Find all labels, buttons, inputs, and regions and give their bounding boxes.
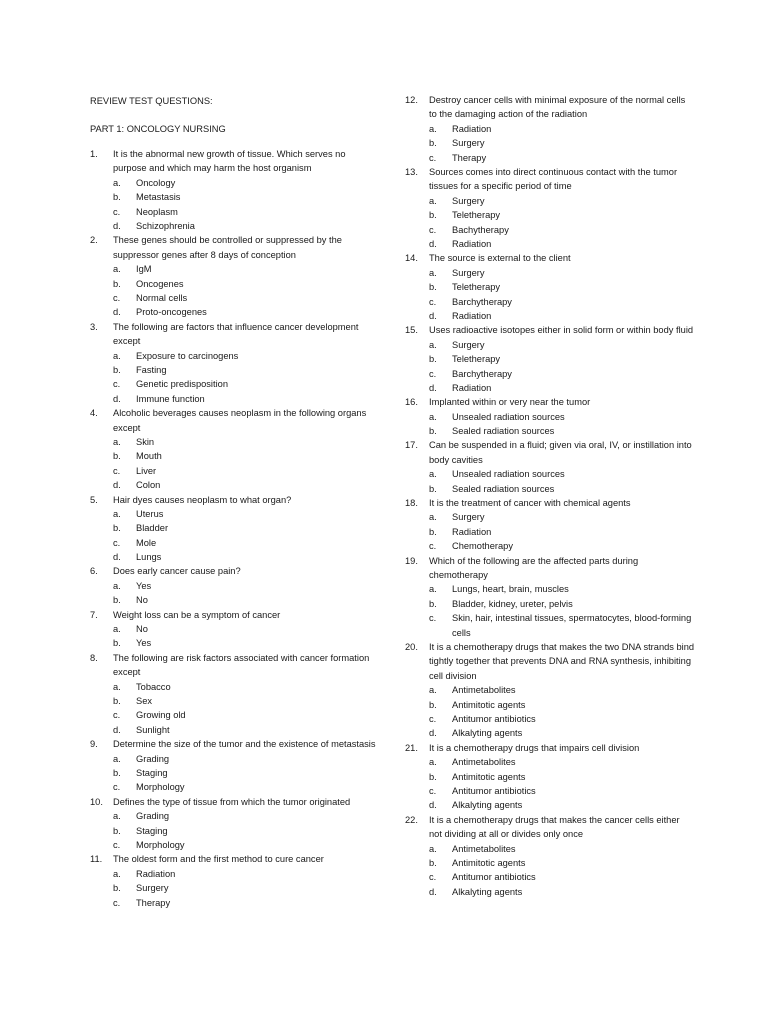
answer-option — [405, 194, 695, 208]
question-item — [90, 233, 380, 319]
question-number: 3. — [90, 321, 98, 332]
question-number: 7. — [90, 609, 98, 620]
option-text: Alkalyting agents — [452, 886, 523, 897]
option-letter: a. — [113, 753, 121, 764]
question-item — [90, 320, 380, 406]
option-letter: c. — [113, 292, 121, 303]
option-letter: b. — [429, 354, 437, 365]
option-letter: d. — [429, 382, 437, 393]
question-text: It is the treatment of cancer with chemical agents — [429, 498, 631, 509]
option-letter: c. — [429, 368, 437, 379]
question-number: 22. — [405, 814, 418, 825]
option-letter: b. — [429, 771, 437, 782]
option-letter: b. — [429, 699, 437, 710]
option-text: Antimetabolites — [452, 757, 516, 768]
option-text: Teletherapy — [452, 282, 501, 293]
option-text: Therapy — [136, 897, 171, 908]
question-text: Sources comes into direct continuous contact with the tumor tissues for a specific period of time — [429, 166, 678, 192]
option-text: Unsealed radiation sources — [452, 411, 565, 422]
option-letter: d. — [429, 310, 437, 321]
option-text: Yes — [136, 580, 152, 591]
answer-option — [405, 223, 695, 237]
question-item — [405, 251, 695, 323]
question-number: 15. — [405, 325, 418, 336]
option-letter: c. — [113, 379, 121, 390]
question-number: 5. — [90, 494, 98, 505]
option-letter: d. — [429, 728, 437, 739]
answer-option — [405, 798, 695, 812]
option-letter: c. — [429, 152, 437, 163]
option-text: Exposure to carcinogens — [136, 350, 239, 361]
option-text: Radiation — [452, 382, 492, 393]
question-number: 11. — [90, 854, 103, 865]
option-text: Sex — [136, 696, 153, 707]
option-letter: c. — [429, 714, 437, 725]
answer-option — [405, 295, 695, 309]
question-text: It is the abnormal new growth of tissue. Which serves no purpose and which may harm the host organism — [113, 149, 346, 174]
right-question-list — [405, 93, 695, 899]
question-text: Alcoholic beverages causes neoplasm in the following organs except — [113, 408, 367, 433]
option-text: Barchytherapy — [452, 368, 512, 379]
option-text: No — [136, 624, 148, 635]
option-letter: a. — [429, 267, 437, 278]
question-text: It is a chemotherapy drugs that impairs cell division — [429, 742, 640, 753]
option-text: Radiation — [452, 310, 492, 321]
option-text: Therapy — [452, 152, 487, 163]
option-text: Antitumor antibiotics — [452, 714, 536, 725]
answer-option — [90, 680, 380, 694]
question-number: 8. — [90, 652, 98, 663]
question-text: Determine the size of the tumor and the existence of metastasis — [113, 739, 376, 750]
answer-option — [405, 266, 695, 280]
option-letter: d. — [113, 307, 121, 318]
question-item — [405, 496, 695, 554]
answer-option — [405, 280, 695, 294]
option-text: Fasting — [136, 364, 167, 375]
option-text: Alkalyting agents — [452, 728, 523, 739]
option-letter: a. — [113, 508, 121, 519]
answer-option — [90, 478, 380, 492]
answer-option — [90, 190, 380, 204]
question-number: 14. — [405, 253, 418, 264]
option-text: Immune function — [136, 393, 205, 404]
option-text: Morphology — [136, 782, 185, 793]
answer-option — [405, 525, 695, 539]
option-text: Surgery — [136, 883, 169, 894]
answer-option — [90, 780, 380, 794]
answer-option — [405, 151, 695, 165]
option-letter: c. — [113, 782, 121, 793]
option-text: Mole — [136, 537, 157, 548]
question-number: 21. — [405, 742, 418, 753]
question-number: 20. — [405, 642, 418, 653]
answer-option — [405, 467, 695, 481]
answer-option — [405, 597, 695, 611]
question-item — [90, 795, 380, 853]
question-number: 9. — [90, 739, 98, 750]
option-text: Antitumor antibiotics — [452, 786, 536, 797]
answer-option — [90, 464, 380, 478]
question-number: 6. — [90, 566, 98, 577]
option-letter: d. — [113, 480, 121, 491]
option-text: Surgery — [452, 512, 485, 523]
option-text: Proto-oncogenes — [136, 307, 207, 318]
option-letter: d. — [429, 800, 437, 811]
answer-option — [90, 521, 380, 535]
answer-option — [405, 424, 695, 438]
option-text: Staging — [136, 768, 168, 779]
answer-option — [405, 381, 695, 395]
option-letter: c. — [429, 224, 437, 235]
answer-option — [405, 784, 695, 798]
question-number: 12. — [405, 95, 418, 105]
option-letter: d. — [429, 238, 437, 249]
option-text: Chemotherapy — [452, 541, 513, 552]
option-letter: c. — [113, 897, 121, 908]
option-text: No — [136, 595, 148, 606]
option-text: Antimitotic agents — [452, 699, 526, 710]
option-letter: b. — [429, 598, 437, 609]
question-number: 19. — [405, 555, 418, 566]
question-text: Uses radioactive isotopes either in solid form or within body fluid — [429, 325, 694, 336]
part-heading: PART 1: ONCOLOGY NURSING — [90, 124, 226, 134]
answer-option — [90, 824, 380, 838]
option-letter: b. — [113, 883, 121, 894]
question-text: These genes should be controlled or suppressed by the suppressor genes after 8 days of conception — [113, 235, 342, 260]
question-item — [405, 554, 695, 640]
answer-option — [90, 766, 380, 780]
answer-option — [90, 636, 380, 650]
answer-option — [90, 219, 380, 233]
answer-option — [90, 435, 380, 449]
option-letter: a. — [429, 512, 437, 523]
option-letter: a. — [113, 436, 121, 447]
option-letter: d. — [113, 552, 121, 563]
answer-option — [405, 611, 695, 640]
option-letter: c. — [113, 206, 121, 217]
question-number: 2. — [90, 235, 98, 246]
option-text: Antimitotic agents — [452, 858, 526, 869]
answer-option — [90, 377, 380, 391]
option-letter: a. — [429, 123, 437, 134]
option-text: Alkalyting agents — [452, 800, 523, 811]
option-letter: b. — [429, 138, 437, 149]
answer-option — [90, 176, 380, 190]
option-letter: a. — [113, 624, 121, 635]
option-letter: b. — [113, 278, 121, 289]
option-letter: a. — [429, 757, 437, 768]
answer-option — [405, 237, 695, 251]
question-text: Weight loss can be a symptom of cancer — [113, 609, 281, 620]
question-text: It is a chemotherapy drugs that makes the cancer cells either not dividing at all or divides only once — [429, 814, 680, 840]
question-text: Defines the type of tissue from which the tumor originated — [113, 796, 351, 807]
answer-option — [90, 694, 380, 708]
option-letter: b. — [113, 451, 121, 462]
question-text: The source is external to the client — [429, 253, 571, 264]
option-letter: a. — [113, 868, 121, 879]
option-letter: a. — [113, 264, 121, 275]
option-letter: a. — [429, 411, 437, 422]
answer-option — [90, 262, 380, 276]
question-item — [90, 852, 380, 910]
answer-option — [90, 363, 380, 377]
answer-option — [405, 683, 695, 697]
answer-option — [405, 309, 695, 323]
answer-option — [405, 122, 695, 136]
option-text: Metastasis — [136, 192, 181, 203]
option-text: Oncogenes — [136, 278, 184, 289]
answer-option — [405, 842, 695, 856]
answer-option — [90, 291, 380, 305]
option-letter: c. — [429, 613, 437, 624]
option-text: Grading — [136, 811, 170, 822]
option-letter: c. — [429, 296, 437, 307]
question-item — [90, 147, 380, 233]
option-letter: b. — [113, 696, 121, 707]
option-letter: c. — [113, 465, 121, 476]
option-text: Antimetabolites — [452, 685, 516, 696]
question-number: 13. — [405, 166, 418, 177]
option-text: Sunlight — [136, 724, 170, 735]
answer-option — [90, 349, 380, 363]
option-letter: a. — [429, 843, 437, 854]
answer-option — [90, 708, 380, 722]
option-text: Genetic predisposition — [136, 379, 228, 390]
option-text: Radiation — [136, 868, 176, 879]
answer-option — [90, 752, 380, 766]
option-text: Barchytherapy — [452, 296, 512, 307]
option-letter: a. — [429, 339, 437, 350]
answer-option — [405, 367, 695, 381]
option-text: Schizophrenia — [136, 220, 195, 231]
option-letter: c. — [429, 872, 437, 883]
answer-option — [90, 507, 380, 521]
answer-option — [90, 449, 380, 463]
answer-option — [405, 885, 695, 899]
question-number: 10. — [90, 796, 103, 807]
option-letter: d. — [113, 724, 121, 735]
question-text: Which of the following are the affected parts during chemotherapy — [429, 555, 639, 581]
option-letter: b. — [113, 364, 121, 375]
option-text: Bladder — [136, 523, 169, 534]
option-letter: c. — [113, 710, 121, 721]
answer-option — [405, 755, 695, 769]
question-item — [405, 438, 695, 496]
answer-option — [405, 338, 695, 352]
answer-option — [90, 809, 380, 823]
answer-option — [90, 593, 380, 607]
option-letter: a. — [113, 177, 121, 188]
option-text: Sealed radiation sources — [452, 426, 555, 437]
option-text: Teletherapy — [452, 354, 501, 365]
option-text: Sealed radiation sources — [452, 483, 555, 494]
option-text: Normal cells — [136, 292, 188, 303]
option-letter: a. — [429, 685, 437, 696]
option-text: Surgery — [452, 267, 485, 278]
option-letter: a. — [429, 584, 437, 595]
option-letter: a. — [429, 469, 437, 480]
option-text: Yes — [136, 638, 152, 649]
answer-option — [90, 622, 380, 636]
question-text: The following are factors that influence cancer development except — [113, 321, 359, 347]
option-text: Growing old — [136, 710, 186, 721]
option-text: Antimetabolites — [452, 843, 516, 854]
option-letter: d. — [429, 886, 437, 897]
answer-option — [405, 482, 695, 496]
option-letter: c. — [113, 537, 121, 548]
answer-option — [90, 392, 380, 406]
answer-option — [90, 896, 380, 910]
option-text: Lungs, heart, brain, muscles — [452, 584, 569, 595]
option-text: Surgery — [452, 138, 485, 149]
answer-option — [90, 579, 380, 593]
answer-option — [405, 136, 695, 150]
option-letter: c. — [429, 541, 437, 552]
option-text: Antitumor antibiotics — [452, 872, 536, 883]
answer-option — [90, 867, 380, 881]
question-number: 4. — [90, 408, 98, 419]
question-item — [405, 165, 695, 251]
question-item — [90, 564, 380, 607]
option-letter: a. — [113, 350, 121, 361]
option-text: Bachytherapy — [452, 224, 509, 235]
option-text: Surgery — [452, 339, 485, 350]
answer-option — [405, 410, 695, 424]
option-letter: b. — [429, 282, 437, 293]
option-letter: b. — [429, 483, 437, 494]
option-letter: a. — [429, 195, 437, 206]
option-text: Teletherapy — [452, 210, 501, 221]
answer-option — [90, 536, 380, 550]
question-item — [405, 741, 695, 813]
option-text: Lungs — [136, 552, 162, 563]
answer-option — [405, 712, 695, 726]
option-text: Skin — [136, 436, 155, 447]
question-item — [90, 493, 380, 565]
answer-option — [405, 539, 695, 553]
answer-option — [405, 582, 695, 596]
option-text: Liver — [136, 465, 157, 476]
question-text: Hair dyes causes neoplasm to what organ? — [113, 494, 292, 505]
option-text: Neoplasm — [136, 206, 178, 217]
option-letter: b. — [113, 523, 121, 534]
question-item — [90, 737, 380, 795]
option-text: Radiation — [452, 123, 492, 134]
option-text: Surgery — [452, 195, 485, 206]
document-title: REVIEW TEST QUESTIONS: — [90, 96, 213, 106]
option-letter: a. — [113, 580, 121, 591]
question-item — [90, 651, 380, 737]
question-number: 18. — [405, 498, 418, 509]
option-letter: a. — [113, 681, 121, 692]
answer-option — [405, 726, 695, 740]
answer-option — [405, 770, 695, 784]
answer-option — [405, 856, 695, 870]
option-letter: b. — [429, 858, 437, 869]
question-item — [90, 608, 380, 651]
option-letter: d. — [113, 220, 121, 231]
option-text: Oncology — [136, 177, 176, 188]
answer-option — [405, 352, 695, 366]
left-question-list — [90, 147, 380, 910]
option-text: Bladder, kidney, ureter, pelvis — [452, 598, 573, 609]
option-text: Staging — [136, 825, 168, 836]
option-text: Skin, hair, intestinal tissues, spermatocytes, blood-forming cells — [452, 613, 692, 638]
option-text: Morphology — [136, 839, 185, 850]
answer-option — [405, 698, 695, 712]
option-letter: b. — [113, 192, 121, 203]
answer-option — [405, 208, 695, 222]
option-text: Grading — [136, 753, 170, 764]
option-text: Tobacco — [136, 681, 171, 692]
option-letter: c. — [113, 839, 121, 850]
answer-option — [405, 510, 695, 524]
option-text: Colon — [136, 480, 161, 491]
answer-option — [405, 870, 695, 884]
option-letter: b. — [113, 825, 121, 836]
question-item — [90, 406, 380, 492]
option-text: IgM — [136, 264, 152, 275]
question-number: 16. — [405, 397, 418, 408]
question-number: 1. — [90, 149, 98, 159]
answer-option — [90, 550, 380, 564]
question-text: The following are risk factors associated with cancer formation except — [113, 652, 370, 678]
option-text: Radiation — [452, 526, 492, 537]
answer-option — [90, 205, 380, 219]
question-item — [405, 93, 695, 165]
question-text: The oldest form and the first method to cure cancer — [113, 854, 324, 865]
question-item — [405, 323, 695, 395]
option-text: Unsealed radiation sources — [452, 469, 565, 480]
option-letter: b. — [113, 595, 121, 606]
answer-option — [90, 723, 380, 737]
question-text: Can be suspended in a fluid; given via oral, IV, or instillation into body cavities — [429, 440, 692, 465]
option-letter: b. — [113, 768, 121, 779]
option-letter: b. — [429, 526, 437, 537]
answer-option — [90, 838, 380, 852]
option-letter: b. — [429, 210, 437, 221]
option-letter: d. — [113, 393, 121, 404]
option-text: Antimitotic agents — [452, 771, 526, 782]
option-letter: b. — [429, 426, 437, 437]
question-item — [405, 813, 695, 899]
answer-option — [90, 277, 380, 291]
option-letter: b. — [113, 638, 121, 649]
question-text: Does early cancer cause pain? — [113, 566, 241, 577]
answer-option — [90, 305, 380, 319]
question-item — [405, 395, 695, 438]
question-text: Destroy cancer cells with minimal exposure of the normal cells to the damaging action of the radiation — [429, 95, 686, 120]
option-text: Radiation — [452, 238, 492, 249]
option-text: Mouth — [136, 451, 162, 462]
option-text: Uterus — [136, 508, 164, 519]
question-number: 17. — [405, 440, 418, 451]
question-text: Implanted within or very near the tumor — [429, 397, 591, 408]
question-item — [405, 640, 695, 741]
answer-option — [90, 881, 380, 895]
option-letter: c. — [429, 786, 437, 797]
option-letter: a. — [113, 811, 121, 822]
question-text: It is a chemotherapy drugs that makes the two DNA strands bind tightly together that prevents DNA and RNA synthesis, inhibiting cell division — [429, 642, 695, 681]
